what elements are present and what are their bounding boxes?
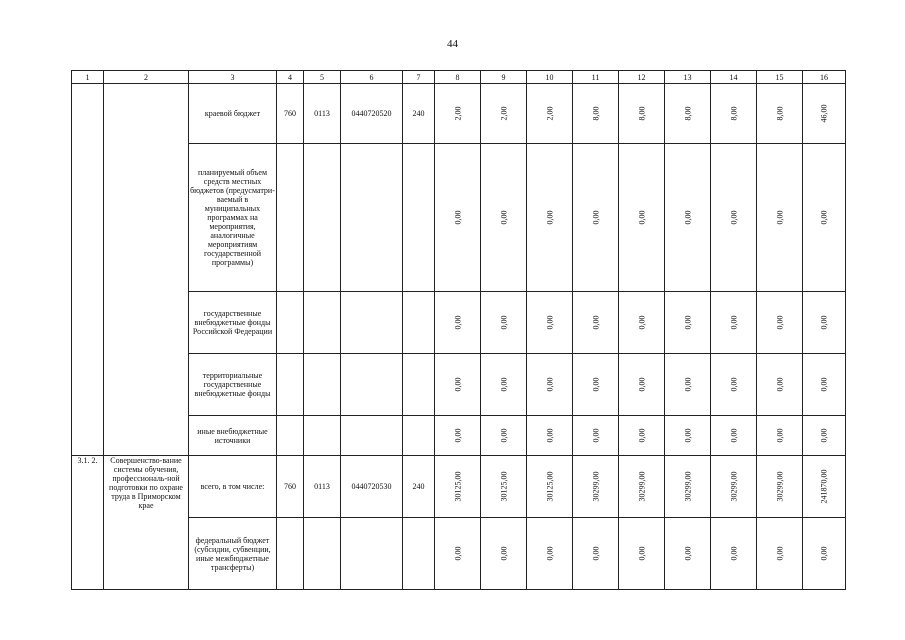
value-cell xyxy=(803,144,846,292)
col-header: 9 xyxy=(481,71,527,84)
cell-c6: 0440720520 xyxy=(341,84,403,144)
value-cell xyxy=(619,456,665,518)
value-text: 0,00 xyxy=(545,546,554,561)
col-header: 8 xyxy=(435,71,481,84)
value-text: 0,00 xyxy=(819,377,829,392)
value-cell xyxy=(527,416,573,456)
value-text: 0,00 xyxy=(683,315,692,330)
value-cell xyxy=(803,354,846,416)
value-text: 0,00 xyxy=(683,210,692,225)
col-header: 3 xyxy=(189,71,277,84)
col-header: 7 xyxy=(403,71,435,84)
value-cell xyxy=(527,292,573,354)
table-row xyxy=(72,292,846,354)
funding-source: государственные внебюджетные фонды Российской Федерации xyxy=(189,292,277,354)
value-cell xyxy=(711,416,757,456)
empty-title-cell xyxy=(104,84,189,456)
value-text: 0,00 xyxy=(683,546,692,561)
value-cell xyxy=(573,292,619,354)
value-cell xyxy=(481,292,527,354)
value-text: 30299,00 xyxy=(591,471,600,502)
cell-c6 xyxy=(341,292,403,354)
cell-c4: 760 xyxy=(277,456,304,518)
value-text: 0,00 xyxy=(729,315,738,330)
value-text: 0,00 xyxy=(499,315,508,330)
value-cell xyxy=(481,84,527,144)
value-cell xyxy=(435,354,481,416)
cell-c5 xyxy=(304,518,341,590)
cell-c4 xyxy=(277,354,304,416)
cell-c7 xyxy=(403,518,435,590)
value-text: 0,00 xyxy=(729,428,738,443)
value-text: 0,00 xyxy=(729,546,738,561)
cell-c5: 0113 xyxy=(304,456,341,518)
cell-c4 xyxy=(277,518,304,590)
value-cell xyxy=(665,456,711,518)
value-cell xyxy=(665,144,711,292)
value-text: 30299,00 xyxy=(729,471,738,502)
value-text: 0,00 xyxy=(637,315,646,330)
value-cell xyxy=(527,354,573,416)
value-cell xyxy=(803,456,846,518)
value-cell xyxy=(573,144,619,292)
value-text: 0,00 xyxy=(453,377,462,392)
value-cell xyxy=(619,518,665,590)
value-cell xyxy=(757,144,803,292)
value-cell xyxy=(803,416,846,456)
value-cell xyxy=(665,416,711,456)
value-text: 0,00 xyxy=(499,210,508,225)
value-text: 30299,00 xyxy=(637,471,646,502)
value-cell xyxy=(573,416,619,456)
budget-table xyxy=(71,70,846,590)
table-row xyxy=(72,144,846,292)
cell-c4: 760 xyxy=(277,84,304,144)
value-cell xyxy=(711,456,757,518)
cell-c4 xyxy=(277,416,304,456)
value-text: 0,00 xyxy=(775,377,784,392)
value-cell xyxy=(619,416,665,456)
value-text: 0,00 xyxy=(819,546,829,561)
value-text: 0,00 xyxy=(453,428,462,443)
value-text: 30299,00 xyxy=(775,471,784,502)
value-cell xyxy=(619,84,665,144)
funding-source: территориальные государственные внебюджетные фонды xyxy=(189,354,277,416)
value-text: 0,00 xyxy=(591,210,600,225)
cell-c4 xyxy=(277,292,304,354)
value-text: 2,00 xyxy=(545,106,554,121)
value-text: 46,00 xyxy=(819,104,829,123)
col-header: 2 xyxy=(104,71,189,84)
value-text: 0,00 xyxy=(545,210,554,225)
value-text: 30125,00 xyxy=(545,471,554,502)
value-cell xyxy=(711,84,757,144)
value-text: 0,00 xyxy=(637,210,646,225)
value-cell xyxy=(435,84,481,144)
value-text: 0,00 xyxy=(775,315,784,330)
value-cell xyxy=(619,354,665,416)
value-cell xyxy=(527,84,573,144)
table-row xyxy=(72,354,846,416)
value-text: 0,00 xyxy=(545,315,554,330)
value-text: 0,00 xyxy=(729,210,738,225)
value-text: 8,00 xyxy=(775,106,784,121)
value-text: 0,00 xyxy=(499,428,508,443)
value-cell xyxy=(757,456,803,518)
value-text: 8,00 xyxy=(637,106,646,121)
value-text: 0,00 xyxy=(453,210,462,225)
value-text: 0,00 xyxy=(775,428,784,443)
value-cell xyxy=(803,84,846,144)
value-cell xyxy=(619,144,665,292)
value-text: 0,00 xyxy=(819,315,829,330)
value-text: 0,00 xyxy=(453,546,462,561)
value-cell xyxy=(757,354,803,416)
value-text: 0,00 xyxy=(591,428,600,443)
value-cell xyxy=(481,144,527,292)
value-cell xyxy=(665,518,711,590)
col-header: 4 xyxy=(277,71,304,84)
value-cell xyxy=(435,416,481,456)
value-cell xyxy=(527,144,573,292)
cell-c6 xyxy=(341,144,403,292)
cell-c7 xyxy=(403,292,435,354)
cell-c5: 0113 xyxy=(304,84,341,144)
value-text: 0,00 xyxy=(545,377,554,392)
cell-c6 xyxy=(341,416,403,456)
value-cell xyxy=(665,84,711,144)
col-header: 15 xyxy=(757,71,803,84)
funding-source: краевой бюджет xyxy=(189,84,277,144)
table-row xyxy=(72,416,846,456)
value-text: 30125,00 xyxy=(453,471,462,502)
value-cell xyxy=(711,292,757,354)
empty-number-cell xyxy=(72,84,104,456)
value-cell xyxy=(481,416,527,456)
value-cell xyxy=(803,292,846,354)
value-text: 0,00 xyxy=(499,377,508,392)
col-header: 16 xyxy=(803,71,846,84)
value-cell xyxy=(619,292,665,354)
value-text: 0,00 xyxy=(499,546,508,561)
value-cell xyxy=(481,354,527,416)
value-cell xyxy=(481,456,527,518)
value-text: 30125,00 xyxy=(499,471,508,502)
value-cell xyxy=(527,456,573,518)
cell-c4 xyxy=(277,144,304,292)
col-header: 11 xyxy=(573,71,619,84)
table-row xyxy=(72,84,846,144)
value-text: 0,00 xyxy=(775,546,784,561)
value-cell xyxy=(711,354,757,416)
value-cell xyxy=(757,518,803,590)
funding-source: планируемый объем средств местных бюджетов (предусматри-ваемый в муниципальных программах на мероприятия, аналогичные мероприятиям государственной программы) xyxy=(189,144,277,292)
value-text: 0,00 xyxy=(683,377,692,392)
col-header: 10 xyxy=(527,71,573,84)
value-text: 0,00 xyxy=(819,428,829,443)
value-text: 8,00 xyxy=(591,106,600,121)
cell-c6: 0440720530 xyxy=(341,456,403,518)
value-cell xyxy=(435,292,481,354)
cell-c5 xyxy=(304,292,341,354)
value-text: 8,00 xyxy=(683,106,692,121)
cell-c7: 240 xyxy=(403,84,435,144)
value-text: 0,00 xyxy=(545,428,554,443)
value-cell xyxy=(527,518,573,590)
value-cell xyxy=(757,292,803,354)
col-header: 1 xyxy=(72,71,104,84)
col-header: 14 xyxy=(711,71,757,84)
value-text: 0,00 xyxy=(637,377,646,392)
value-cell xyxy=(435,144,481,292)
funding-source: иные внебюджетные источники xyxy=(189,416,277,456)
value-cell xyxy=(711,518,757,590)
value-cell xyxy=(573,354,619,416)
value-text: 2,00 xyxy=(453,106,462,121)
funding-source: всего, в том числе: xyxy=(189,456,277,518)
value-cell xyxy=(803,518,846,590)
cell-c7: 240 xyxy=(403,456,435,518)
cell-c5 xyxy=(304,416,341,456)
value-cell xyxy=(757,84,803,144)
value-text: 2,00 xyxy=(499,106,508,121)
value-text: 0,00 xyxy=(775,210,784,225)
value-cell xyxy=(573,518,619,590)
section-number: 3.1. 2. xyxy=(72,456,104,590)
value-cell xyxy=(573,84,619,144)
value-text: 0,00 xyxy=(637,428,646,443)
col-header: 5 xyxy=(304,71,341,84)
value-text: 0,00 xyxy=(819,210,829,225)
column-number-row xyxy=(72,71,846,84)
table-row xyxy=(72,456,846,518)
value-text: 0,00 xyxy=(591,315,600,330)
value-cell xyxy=(435,518,481,590)
value-text: 0,00 xyxy=(683,428,692,443)
value-cell xyxy=(481,518,527,590)
cell-c5 xyxy=(304,354,341,416)
value-text: 0,00 xyxy=(591,546,600,561)
value-text: 8,00 xyxy=(729,106,738,121)
value-text: 0,00 xyxy=(637,546,646,561)
table-row xyxy=(72,518,846,590)
value-text: 0,00 xyxy=(453,315,462,330)
section-title: Совершенство-вание системы обучения, профессиональ-ной подготовки по охране труда в Приморском крае xyxy=(104,456,189,590)
value-text: 241870,00 xyxy=(819,469,829,504)
value-cell xyxy=(665,292,711,354)
cell-c7 xyxy=(403,354,435,416)
value-cell xyxy=(665,354,711,416)
cell-c7 xyxy=(403,416,435,456)
value-cell xyxy=(435,456,481,518)
value-cell xyxy=(711,144,757,292)
col-header: 6 xyxy=(341,71,403,84)
value-cell xyxy=(573,456,619,518)
cell-c6 xyxy=(341,354,403,416)
value-text: 30299,00 xyxy=(683,471,692,502)
page-number: 44 xyxy=(447,38,458,50)
funding-source: федеральный бюджет (субсидии, субвенции, иные межбюджетные трансферты) xyxy=(189,518,277,590)
value-text: 0,00 xyxy=(591,377,600,392)
value-cell xyxy=(757,416,803,456)
cell-c7 xyxy=(403,144,435,292)
cell-c6 xyxy=(341,518,403,590)
col-header: 12 xyxy=(619,71,665,84)
value-text: 0,00 xyxy=(729,377,738,392)
cell-c5 xyxy=(304,144,341,292)
col-header: 13 xyxy=(665,71,711,84)
